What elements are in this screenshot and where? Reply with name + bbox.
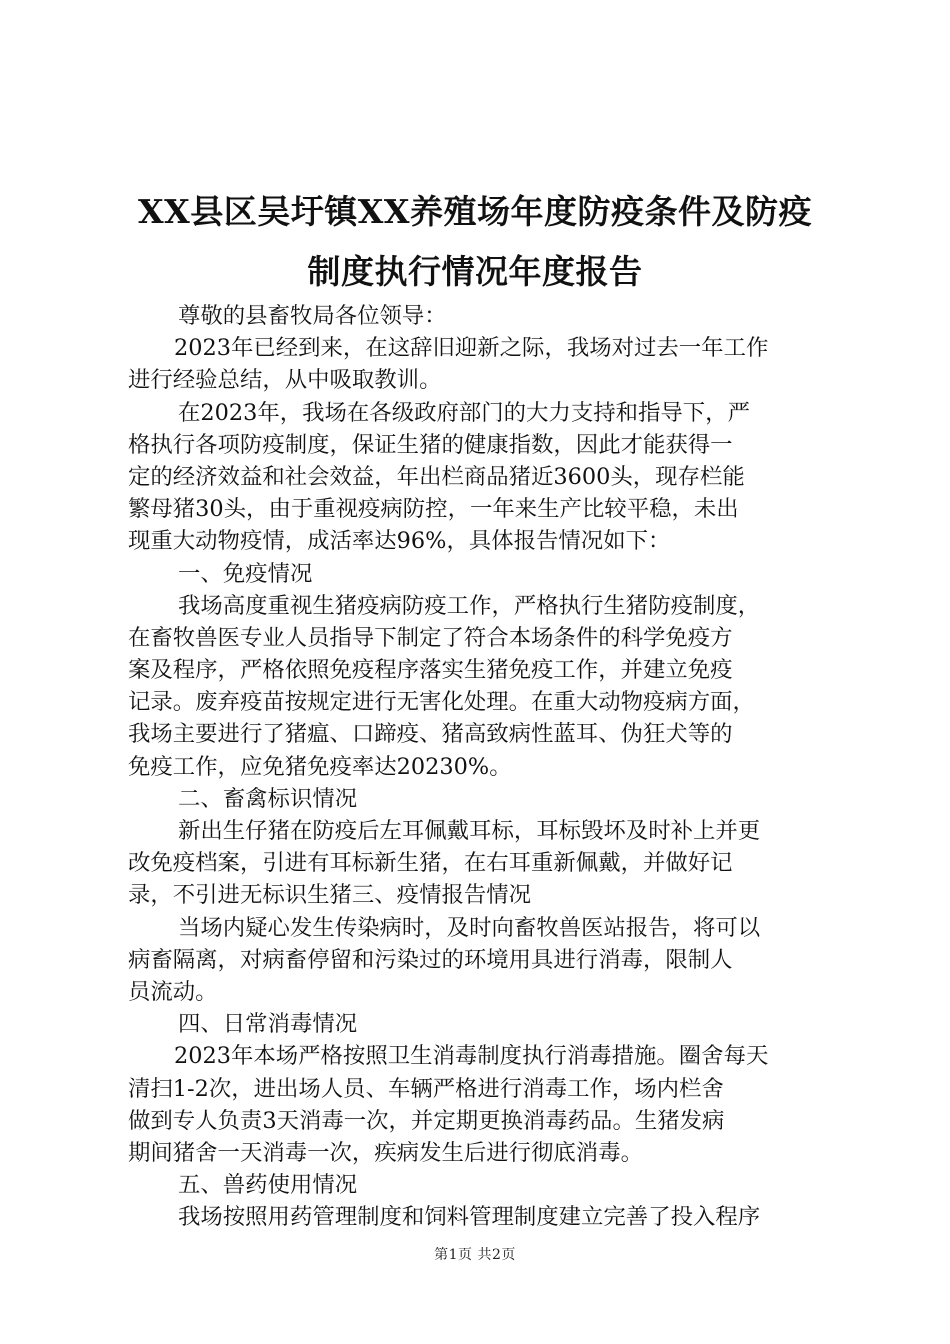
document-body	[128, 300, 828, 1233]
section-heading: 四、日常消毒情况	[178, 1011, 358, 1038]
paragraph-line: 免疫工作，应免猪免疫率达20230%。	[128, 753, 512, 780]
section-heading: 二、畜禽标识情况	[178, 785, 358, 812]
paragraph-line: 在2023年，我场在各级政府部门的大力支持和指导下，严	[178, 399, 750, 426]
paragraph-line: 员流动。	[128, 978, 218, 1005]
paragraph-line: 定的经济效益和社会效益，年出栏商品猪近3600头，现存栏能	[128, 463, 745, 490]
title-line-1: XX县区吴圩镇XX养殖场年度防疫条件及防疫	[138, 192, 812, 231]
paragraph-line: 我场按照用药管理制度和饲料管理制度建立完善了投入程序	[178, 1204, 761, 1231]
page-footer: 第1页 共2页	[434, 1247, 516, 1263]
section-heading: 一、免疫情况	[178, 560, 313, 587]
section-heading: 五、兽药使用情况	[178, 1172, 358, 1199]
paragraph-line: 现重大动物疫情，成活率达96%，具体报告情况如下：	[128, 528, 671, 555]
title-line-2: 制度执行情况年度报告	[307, 252, 643, 291]
paragraph-line: 案及程序，严格依照免疫程序落实生猪免疫工作，并建立免疫	[128, 657, 733, 684]
paragraph-line: 我场主要进行了猪瘟、口蹄疫、猪高致病性蓝耳、伪狂犬等的	[128, 721, 733, 748]
paragraph-line: 记录。废弃疫苗按规定进行无害化处理。在重大动物疫病方面，	[128, 689, 755, 716]
paragraph-line: 期间猪舍一天消毒一次，疾病发生后进行彻底消毒。	[128, 1139, 643, 1166]
paragraph-line: 2023年已经到来，在这辞旧迎新之际，我场对过去一年工作	[174, 335, 769, 362]
paragraph-line: 清扫1-2次，进出场人员、车辆严格进行消毒工作，场内栏舍	[128, 1075, 724, 1102]
paragraph-line: 格执行各项防疫制度，保证生猪的健康指数，因此才能获得一	[128, 431, 733, 458]
paragraph-line: 改免疫档案，引进有耳标新生猪，在右耳重新佩戴，并做好记	[128, 850, 733, 877]
salutation: 尊敬的县畜牧局各位领导：	[178, 303, 447, 329]
paragraph-line: 新出生仔猪在防疫后左耳佩戴耳标，耳标毁坏及时补上并更	[178, 818, 761, 844]
paragraph-line: 做到专人负责3天消毒一次，并定期更换消毒药品。生猪发病	[128, 1107, 725, 1134]
paragraph-line: 病畜隔离，对病畜停留和污染过的环境用具进行消毒，限制人	[128, 946, 733, 973]
paragraph-line: 当场内疑心发生传染病时，及时向畜牧兽医站报告，将可以	[178, 914, 761, 941]
paragraph-line: 繁母猪30头，由于重视疫病防控，一年来生产比较平稳，未出	[128, 496, 739, 523]
paragraph-line: 进行经验总结，从中吸取教训。	[128, 367, 442, 394]
paragraph-line: 录，不引进无标识生猪三、疫情报告情况	[128, 882, 532, 909]
paragraph-line: 我场高度重视生猪疫病防疫工作，严格执行生猪防疫制度，	[178, 592, 761, 619]
paragraph-line: 在畜牧兽医专业人员指导下制定了符合本场条件的科学免疫方	[128, 624, 733, 651]
paragraph-line: 2023年本场严格按照卫生消毒制度执行消毒措施。圈舍每天	[174, 1043, 769, 1070]
